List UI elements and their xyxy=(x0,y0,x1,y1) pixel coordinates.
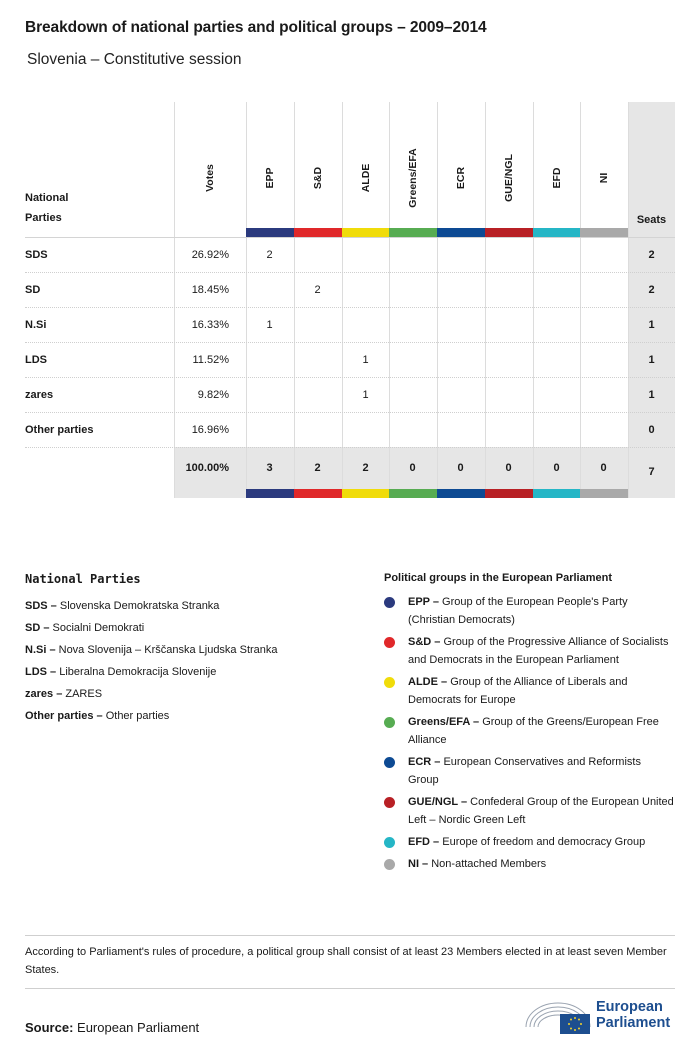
group-color-bar xyxy=(294,228,342,237)
political-group-legend-item xyxy=(384,855,674,873)
source-label: Source: xyxy=(25,1020,74,1035)
row-divider xyxy=(25,412,675,413)
group-header-label: NI xyxy=(598,172,610,184)
party-seats: 1 xyxy=(648,319,655,331)
political-group-legend-item xyxy=(384,753,674,789)
group-header-label: S&D xyxy=(312,166,324,190)
header-divider xyxy=(25,237,675,238)
national-party-full-name: Socialni Demokrati xyxy=(52,622,145,634)
national-party-legend-item xyxy=(25,639,355,661)
political-group-full-name: Group of the Progressive Alliance of Socialists and Democrats in the European Parliament xyxy=(408,636,669,666)
national-party-abbr: Other parties – xyxy=(25,710,106,722)
row-divider xyxy=(25,447,675,448)
group-color-bar xyxy=(485,489,533,498)
logo-line-2: Parliament xyxy=(596,1015,671,1031)
total-seat-count: 0 xyxy=(553,462,560,474)
group-color-bar xyxy=(437,489,485,498)
parliament-hemicycle-icon xyxy=(524,997,592,1037)
group-header-label: Greens/EFA xyxy=(407,148,419,208)
seat-count: 2 xyxy=(314,284,321,296)
group-color-bar xyxy=(246,489,294,498)
party-votes: 18.45% xyxy=(191,284,229,296)
row-divider xyxy=(25,342,675,343)
party-votes: 16.96% xyxy=(191,424,229,436)
national-header-line-2: Parties xyxy=(25,212,62,224)
group-color-dot-icon xyxy=(384,597,395,608)
political-group-abbr: Greens/EFA – xyxy=(408,716,483,728)
political-group-legend-item xyxy=(384,633,674,669)
group-header xyxy=(533,102,580,238)
national-party-abbr: LDS – xyxy=(25,666,60,678)
political-group-full-name: Group of the Greens/European Free Alliance xyxy=(408,716,659,746)
group-header-label: ALDE xyxy=(359,163,372,193)
political-group-full-name: Europe of freedom and democracy Group xyxy=(442,836,646,848)
total-votes: 100.00% xyxy=(185,462,229,474)
group-header-label: GUE/NGL xyxy=(503,154,515,202)
page-title: Breakdown of national parties and political groups – 2009–2014 xyxy=(25,19,487,36)
political-group-full-name: Group of the Alliance of Liberals and Democrats for Europe xyxy=(408,676,628,706)
national-party-legend-item xyxy=(25,595,355,617)
source-line xyxy=(25,1020,199,1035)
note-top-divider xyxy=(25,935,675,936)
group-color-dot-icon xyxy=(384,677,395,688)
national-party-abbr: SD – xyxy=(25,622,53,634)
political-group-full-name: Group of the European People's Party (Christian Democrats) xyxy=(408,596,628,626)
party-seats: 1 xyxy=(648,389,655,401)
political-group-abbr: EFD – xyxy=(408,836,443,848)
group-color-bar xyxy=(246,228,294,237)
party-seats: 1 xyxy=(648,354,655,366)
total-seat-count: 0 xyxy=(505,462,512,474)
european-parliament-logo-icon xyxy=(524,997,684,1037)
political-group-legend-item xyxy=(384,593,674,629)
political-groups-legend-title: Political groups in the European Parliament xyxy=(384,572,612,584)
national-party-full-name: Nova Slovenija – Krščanska Ljudska Stranka xyxy=(58,644,278,656)
group-color-dot-icon xyxy=(384,717,395,728)
party-votes: 11.52% xyxy=(192,354,229,366)
national-party-full-name: ZARES xyxy=(65,688,103,700)
national-party-abbr: zares – xyxy=(25,688,66,700)
group-color-bar xyxy=(294,489,342,498)
party-seats: 2 xyxy=(648,284,655,296)
group-color-dot-icon xyxy=(384,837,395,848)
party-votes: 26.92% xyxy=(191,249,229,261)
political-group-legend-item xyxy=(384,673,674,709)
political-group-abbr: NI – xyxy=(408,858,432,870)
party-name: SDS xyxy=(25,249,48,261)
column-divider xyxy=(174,102,175,498)
seats-header: Seats xyxy=(636,214,667,226)
party-name: SD xyxy=(25,284,41,296)
total-seat-count: 0 xyxy=(457,462,464,474)
group-color-bar xyxy=(342,228,389,237)
party-seats: 0 xyxy=(648,424,655,436)
group-color-bar xyxy=(580,228,628,237)
national-party-legend-item xyxy=(25,705,355,727)
rules-note: According to Parliament's rules of procedure, a political group shall consist of at least 23 Members elected in at least seven Member States. xyxy=(25,946,667,976)
total-seat-count: 0 xyxy=(409,462,416,474)
group-header xyxy=(294,102,342,238)
political-group-abbr: S&D – xyxy=(408,636,444,648)
total-seat-count: 2 xyxy=(362,462,369,474)
political-group-legend-item xyxy=(384,713,674,749)
group-color-bar xyxy=(342,489,389,498)
national-parties-legend xyxy=(25,572,355,727)
total-seats: 7 xyxy=(648,466,655,478)
group-header-label: ECR xyxy=(455,166,467,190)
national-party-full-name: Liberalna Demokracija Slovenije xyxy=(59,666,217,678)
political-group-abbr: ECR – xyxy=(408,756,444,768)
national-header-line-1: National xyxy=(25,192,69,204)
logo-line-1: European xyxy=(596,999,663,1015)
row-divider xyxy=(25,307,675,308)
seat-count: 1 xyxy=(362,354,369,366)
party-seats: 2 xyxy=(648,249,655,261)
seats-table xyxy=(25,102,675,502)
seat-count: 2 xyxy=(266,249,273,261)
group-color-dot-icon xyxy=(384,859,395,870)
group-header xyxy=(342,102,389,238)
political-group-full-name: Confederal Group of the European United Left – Nordic Green Left xyxy=(408,796,674,826)
political-group-full-name: European Conservatives and Reformists Group xyxy=(408,756,641,786)
party-name: N.Si xyxy=(25,319,47,331)
total-seat-count: 3 xyxy=(266,462,273,474)
votes-header xyxy=(174,102,246,238)
political-group-abbr: EPP – xyxy=(408,596,443,608)
political-group-abbr: ALDE – xyxy=(408,676,451,688)
political-group-full-name: Non-attached Members xyxy=(431,858,547,870)
total-seat-count: 2 xyxy=(314,462,321,474)
group-header-label: EPP xyxy=(264,167,276,189)
group-header xyxy=(389,102,437,238)
total-seat-count: 0 xyxy=(600,462,607,474)
national-party-legend-item xyxy=(25,661,355,683)
note-bottom-divider xyxy=(25,988,675,989)
page-subtitle: Slovenia – Constitutive session xyxy=(27,51,242,68)
row-divider xyxy=(25,272,675,273)
party-votes: 9.82% xyxy=(197,389,229,401)
national-party-legend-item xyxy=(25,617,355,639)
seat-count: 1 xyxy=(362,389,369,401)
group-color-bar xyxy=(533,228,580,237)
national-party-abbr: N.Si – xyxy=(25,644,59,656)
group-color-dot-icon xyxy=(384,757,395,768)
group-header xyxy=(437,102,485,238)
group-header-label: EFD xyxy=(550,167,563,189)
national-party-legend-item xyxy=(25,683,355,705)
political-group-abbr: GUE/NGL – xyxy=(408,796,471,808)
party-name: Other parties xyxy=(25,424,94,436)
national-parties-header xyxy=(25,188,68,228)
group-color-bar xyxy=(389,489,437,498)
political-group-legend-item xyxy=(384,793,674,829)
group-color-bar xyxy=(389,228,437,237)
group-header xyxy=(246,102,294,238)
seat-count: 1 xyxy=(266,319,273,331)
political-groups-legend xyxy=(384,572,674,877)
political-group-legend-item xyxy=(384,833,674,851)
source-value: European Parliament xyxy=(77,1020,200,1035)
party-name: LDS xyxy=(25,354,47,366)
logo-text xyxy=(596,999,670,1031)
group-header xyxy=(580,102,628,238)
group-header xyxy=(485,102,533,238)
group-color-dot-icon xyxy=(384,637,395,648)
group-color-bar xyxy=(533,489,580,498)
group-color-bar xyxy=(437,228,485,237)
party-name: zares xyxy=(25,389,54,401)
votes-header-label: Votes xyxy=(204,164,216,192)
group-color-bar xyxy=(485,228,533,237)
national-party-full-name: Slovenska Demokratska Stranka xyxy=(59,600,220,612)
national-party-full-name: Other parties xyxy=(105,710,170,722)
national-party-abbr: SDS – xyxy=(25,600,60,612)
row-divider xyxy=(25,377,675,378)
party-votes: 16.33% xyxy=(191,319,229,331)
seats-column-background xyxy=(628,102,675,498)
group-color-bar xyxy=(580,489,628,498)
national-parties-legend-title: National Parties xyxy=(25,572,141,586)
column-divider xyxy=(628,102,629,498)
group-color-dot-icon xyxy=(384,797,395,808)
